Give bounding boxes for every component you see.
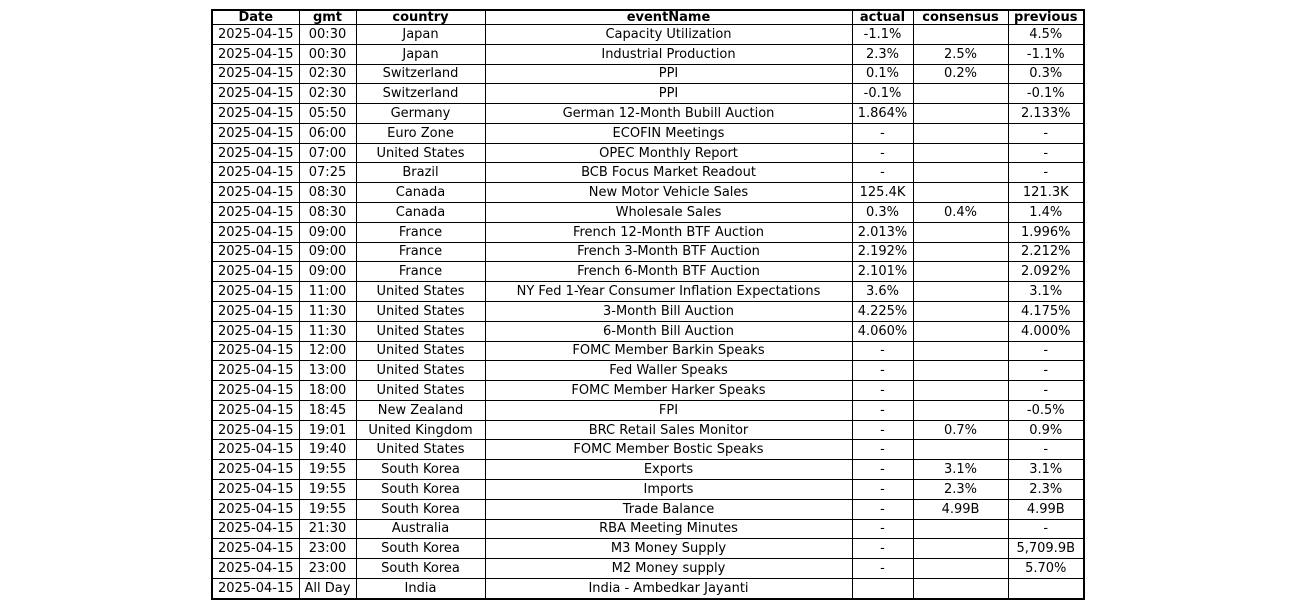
cell-consensus: 4.99B (913, 499, 1008, 519)
cell-date: 2025-04-15 (212, 341, 299, 361)
table-body (212, 25, 1084, 600)
cell-actual: - (852, 539, 913, 559)
cell-consensus (913, 519, 1008, 539)
cell-previous: 4.175% (1008, 301, 1084, 321)
table-row (212, 104, 1084, 124)
cell-previous: -1.1% (1008, 44, 1084, 64)
cell-gmt: 08:30 (299, 183, 356, 203)
cell-gmt: 19:01 (299, 420, 356, 440)
cell-gmt: 02:30 (299, 64, 356, 84)
cell-country: Euro Zone (356, 123, 485, 143)
cell-consensus (913, 282, 1008, 302)
cell-gmt: 00:30 (299, 44, 356, 64)
cell-actual: 2.192% (852, 242, 913, 262)
cell-date: 2025-04-15 (212, 539, 299, 559)
cell-country: Switzerland (356, 64, 485, 84)
cell-eventname: Trade Balance (485, 499, 852, 519)
cell-actual: - (852, 440, 913, 460)
cell-consensus (913, 123, 1008, 143)
table-row (212, 44, 1084, 64)
cell-eventname: Imports (485, 479, 852, 499)
cell-country: South Korea (356, 479, 485, 499)
table-row (212, 222, 1084, 242)
cell-consensus (913, 321, 1008, 341)
cell-consensus: 0.2% (913, 64, 1008, 84)
cell-eventname: PPI (485, 84, 852, 104)
cell-country: Canada (356, 183, 485, 203)
cell-country: Japan (356, 44, 485, 64)
cell-eventname: BRC Retail Sales Monitor (485, 420, 852, 440)
cell-eventname: FPI (485, 400, 852, 420)
cell-previous: 5,709.9B (1008, 539, 1084, 559)
cell-gmt: 19:55 (299, 460, 356, 480)
cell-actual: - (852, 559, 913, 579)
cell-gmt: 23:00 (299, 559, 356, 579)
cell-date: 2025-04-15 (212, 282, 299, 302)
cell-eventname: FOMC Member Barkin Speaks (485, 341, 852, 361)
table-row (212, 282, 1084, 302)
cell-date: 2025-04-15 (212, 479, 299, 499)
cell-previous: 5.70% (1008, 559, 1084, 579)
cell-country: New Zealand (356, 400, 485, 420)
cell-eventname: BCB Focus Market Readout (485, 163, 852, 183)
cell-eventname: French 3-Month BTF Auction (485, 242, 852, 262)
cell-actual: - (852, 499, 913, 519)
cell-previous: 4.99B (1008, 499, 1084, 519)
table-row (212, 479, 1084, 499)
cell-consensus (913, 25, 1008, 45)
cell-eventname: French 6-Month BTF Auction (485, 262, 852, 282)
cell-country: Brazil (356, 163, 485, 183)
cell-gmt: 11:00 (299, 282, 356, 302)
cell-actual: 0.3% (852, 203, 913, 223)
cell-gmt: 18:45 (299, 400, 356, 420)
cell-gmt: 19:55 (299, 479, 356, 499)
cell-gmt: 02:30 (299, 84, 356, 104)
cell-country: Switzerland (356, 84, 485, 104)
table-row (212, 163, 1084, 183)
cell-previous: 0.3% (1008, 64, 1084, 84)
cell-date: 2025-04-15 (212, 64, 299, 84)
cell-date: 2025-04-15 (212, 321, 299, 341)
cell-consensus (913, 183, 1008, 203)
cell-country: United States (356, 361, 485, 381)
cell-country: United States (356, 381, 485, 401)
cell-eventname: M3 Money Supply (485, 539, 852, 559)
cell-previous (1008, 578, 1084, 599)
cell-eventname: FOMC Member Bostic Speaks (485, 440, 852, 460)
cell-eventname: German 12-Month Bubill Auction (485, 104, 852, 124)
table-row (212, 361, 1084, 381)
cell-actual: - (852, 163, 913, 183)
cell-date: 2025-04-15 (212, 25, 299, 45)
cell-country: United States (356, 301, 485, 321)
cell-date: 2025-04-15 (212, 519, 299, 539)
cell-date: 2025-04-15 (212, 143, 299, 163)
table-row (212, 242, 1084, 262)
cell-date: 2025-04-15 (212, 104, 299, 124)
cell-actual (852, 578, 913, 599)
cell-consensus (913, 341, 1008, 361)
cell-consensus (913, 301, 1008, 321)
table-row (212, 460, 1084, 480)
cell-previous: - (1008, 519, 1084, 539)
cell-gmt: 23:00 (299, 539, 356, 559)
cell-eventname: RBA Meeting Minutes (485, 519, 852, 539)
cell-country: Canada (356, 203, 485, 223)
table-header (212, 10, 1084, 25)
cell-previous: 2.092% (1008, 262, 1084, 282)
cell-gmt: 19:40 (299, 440, 356, 460)
cell-previous: 4.5% (1008, 25, 1084, 45)
cell-gmt: 09:00 (299, 242, 356, 262)
cell-eventname: French 12-Month BTF Auction (485, 222, 852, 242)
cell-date: 2025-04-15 (212, 499, 299, 519)
cell-previous: 1.996% (1008, 222, 1084, 242)
column-header-consensus: consensus (913, 10, 1008, 25)
table-row (212, 183, 1084, 203)
cell-previous: - (1008, 440, 1084, 460)
cell-country: South Korea (356, 499, 485, 519)
cell-consensus (913, 84, 1008, 104)
cell-date: 2025-04-15 (212, 183, 299, 203)
column-header-eventname: eventName (485, 10, 852, 25)
cell-actual: 2.3% (852, 44, 913, 64)
cell-consensus (913, 539, 1008, 559)
cell-previous: 0.9% (1008, 420, 1084, 440)
cell-consensus: 0.7% (913, 420, 1008, 440)
cell-consensus (913, 381, 1008, 401)
cell-consensus (913, 104, 1008, 124)
table-row (212, 381, 1084, 401)
cell-date: 2025-04-15 (212, 84, 299, 104)
cell-actual: - (852, 479, 913, 499)
cell-previous: -0.1% (1008, 84, 1084, 104)
table-row (212, 519, 1084, 539)
table-row (212, 499, 1084, 519)
cell-consensus: 2.3% (913, 479, 1008, 499)
cell-country: Germany (356, 104, 485, 124)
cell-eventname: PPI (485, 64, 852, 84)
cell-previous: 3.1% (1008, 460, 1084, 480)
cell-consensus (913, 400, 1008, 420)
cell-gmt: 07:00 (299, 143, 356, 163)
cell-eventname: Wholesale Sales (485, 203, 852, 223)
cell-eventname: OPEC Monthly Report (485, 143, 852, 163)
cell-gmt: 06:00 (299, 123, 356, 143)
cell-date: 2025-04-15 (212, 203, 299, 223)
cell-gmt: 07:25 (299, 163, 356, 183)
cell-previous: 121.3K (1008, 183, 1084, 203)
cell-date: 2025-04-15 (212, 559, 299, 579)
cell-date: 2025-04-15 (212, 262, 299, 282)
table-row (212, 321, 1084, 341)
cell-actual: - (852, 400, 913, 420)
cell-gmt: 12:00 (299, 341, 356, 361)
cell-consensus (913, 242, 1008, 262)
cell-previous: - (1008, 341, 1084, 361)
table-row (212, 539, 1084, 559)
table-row (212, 559, 1084, 579)
cell-gmt: 11:30 (299, 321, 356, 341)
cell-country: United States (356, 143, 485, 163)
cell-previous: - (1008, 143, 1084, 163)
cell-previous: - (1008, 361, 1084, 381)
cell-previous: -0.5% (1008, 400, 1084, 420)
cell-actual: 4.060% (852, 321, 913, 341)
cell-eventname: NY Fed 1-Year Consumer Inflation Expectations (485, 282, 852, 302)
cell-eventname: Capacity Utilization (485, 25, 852, 45)
cell-actual: 4.225% (852, 301, 913, 321)
cell-eventname: Fed Waller Speaks (485, 361, 852, 381)
cell-eventname: 6-Month Bill Auction (485, 321, 852, 341)
cell-country: France (356, 242, 485, 262)
table-row (212, 400, 1084, 420)
table-row (212, 420, 1084, 440)
cell-country: United States (356, 282, 485, 302)
cell-country: United Kingdom (356, 420, 485, 440)
cell-date: 2025-04-15 (212, 420, 299, 440)
column-header-date: Date (212, 10, 299, 25)
cell-actual: - (852, 143, 913, 163)
cell-eventname: ECOFIN Meetings (485, 123, 852, 143)
cell-consensus (913, 361, 1008, 381)
cell-actual: - (852, 123, 913, 143)
cell-country: United States (356, 440, 485, 460)
cell-gmt: 13:00 (299, 361, 356, 381)
cell-date: 2025-04-15 (212, 123, 299, 143)
cell-gmt: 11:30 (299, 301, 356, 321)
cell-consensus: 2.5% (913, 44, 1008, 64)
table-row (212, 203, 1084, 223)
cell-previous: - (1008, 381, 1084, 401)
cell-gmt: 19:55 (299, 499, 356, 519)
cell-date: 2025-04-15 (212, 163, 299, 183)
economic-calendar-table (211, 9, 1085, 600)
cell-date: 2025-04-15 (212, 361, 299, 381)
cell-actual: - (852, 381, 913, 401)
cell-country: United States (356, 321, 485, 341)
table-row (212, 262, 1084, 282)
cell-date: 2025-04-15 (212, 460, 299, 480)
cell-gmt: All Day (299, 578, 356, 599)
cell-date: 2025-04-15 (212, 381, 299, 401)
cell-country: India (356, 578, 485, 599)
cell-previous: 2.3% (1008, 479, 1084, 499)
cell-gmt: 21:30 (299, 519, 356, 539)
cell-date: 2025-04-15 (212, 44, 299, 64)
column-header-actual: actual (852, 10, 913, 25)
cell-actual: - (852, 361, 913, 381)
cell-country: United States (356, 341, 485, 361)
cell-actual: - (852, 460, 913, 480)
cell-gmt: 00:30 (299, 25, 356, 45)
table-row (212, 578, 1084, 599)
cell-date: 2025-04-15 (212, 242, 299, 262)
cell-actual: -0.1% (852, 84, 913, 104)
cell-date: 2025-04-15 (212, 301, 299, 321)
cell-gmt: 08:30 (299, 203, 356, 223)
column-header-country: country (356, 10, 485, 25)
cell-previous: - (1008, 123, 1084, 143)
cell-actual: 2.013% (852, 222, 913, 242)
table-row (212, 440, 1084, 460)
cell-actual: - (852, 519, 913, 539)
column-header-gmt: gmt (299, 10, 356, 25)
column-header-previous: previous (1008, 10, 1084, 25)
cell-gmt: 05:50 (299, 104, 356, 124)
cell-actual: - (852, 341, 913, 361)
cell-date: 2025-04-15 (212, 578, 299, 599)
cell-country: South Korea (356, 559, 485, 579)
cell-consensus (913, 262, 1008, 282)
header-row (212, 10, 1084, 25)
cell-gmt: 18:00 (299, 381, 356, 401)
cell-eventname: India - Ambedkar Jayanti (485, 578, 852, 599)
cell-eventname: Exports (485, 460, 852, 480)
cell-actual: 2.101% (852, 262, 913, 282)
cell-gmt: 09:00 (299, 222, 356, 242)
cell-consensus (913, 559, 1008, 579)
cell-actual: 0.1% (852, 64, 913, 84)
cell-eventname: New Motor Vehicle Sales (485, 183, 852, 203)
cell-date: 2025-04-15 (212, 400, 299, 420)
table-row (212, 123, 1084, 143)
cell-gmt: 09:00 (299, 262, 356, 282)
cell-previous: 4.000% (1008, 321, 1084, 341)
cell-consensus (913, 440, 1008, 460)
cell-actual: 3.6% (852, 282, 913, 302)
cell-consensus: 0.4% (913, 203, 1008, 223)
cell-eventname: 3-Month Bill Auction (485, 301, 852, 321)
cell-consensus (913, 143, 1008, 163)
cell-previous: 3.1% (1008, 282, 1084, 302)
table-row (212, 64, 1084, 84)
cell-date: 2025-04-15 (212, 440, 299, 460)
cell-consensus (913, 578, 1008, 599)
cell-consensus (913, 222, 1008, 242)
cell-country: France (356, 222, 485, 242)
cell-consensus: 3.1% (913, 460, 1008, 480)
cell-eventname: M2 Money supply (485, 559, 852, 579)
table-row (212, 84, 1084, 104)
cell-actual: 125.4K (852, 183, 913, 203)
cell-actual: -1.1% (852, 25, 913, 45)
cell-date: 2025-04-15 (212, 222, 299, 242)
cell-previous: 1.4% (1008, 203, 1084, 223)
table-row (212, 341, 1084, 361)
cell-country: South Korea (356, 460, 485, 480)
table-row (212, 143, 1084, 163)
cell-consensus (913, 163, 1008, 183)
table-row (212, 25, 1084, 45)
cell-actual: 1.864% (852, 104, 913, 124)
cell-country: France (356, 262, 485, 282)
cell-actual: - (852, 420, 913, 440)
cell-country: South Korea (356, 539, 485, 559)
table-row (212, 301, 1084, 321)
cell-previous: 2.212% (1008, 242, 1084, 262)
cell-country: Japan (356, 25, 485, 45)
cell-country: Australia (356, 519, 485, 539)
cell-eventname: Industrial Production (485, 44, 852, 64)
cell-eventname: FOMC Member Harker Speaks (485, 381, 852, 401)
cell-previous: 2.133% (1008, 104, 1084, 124)
cell-previous: - (1008, 163, 1084, 183)
